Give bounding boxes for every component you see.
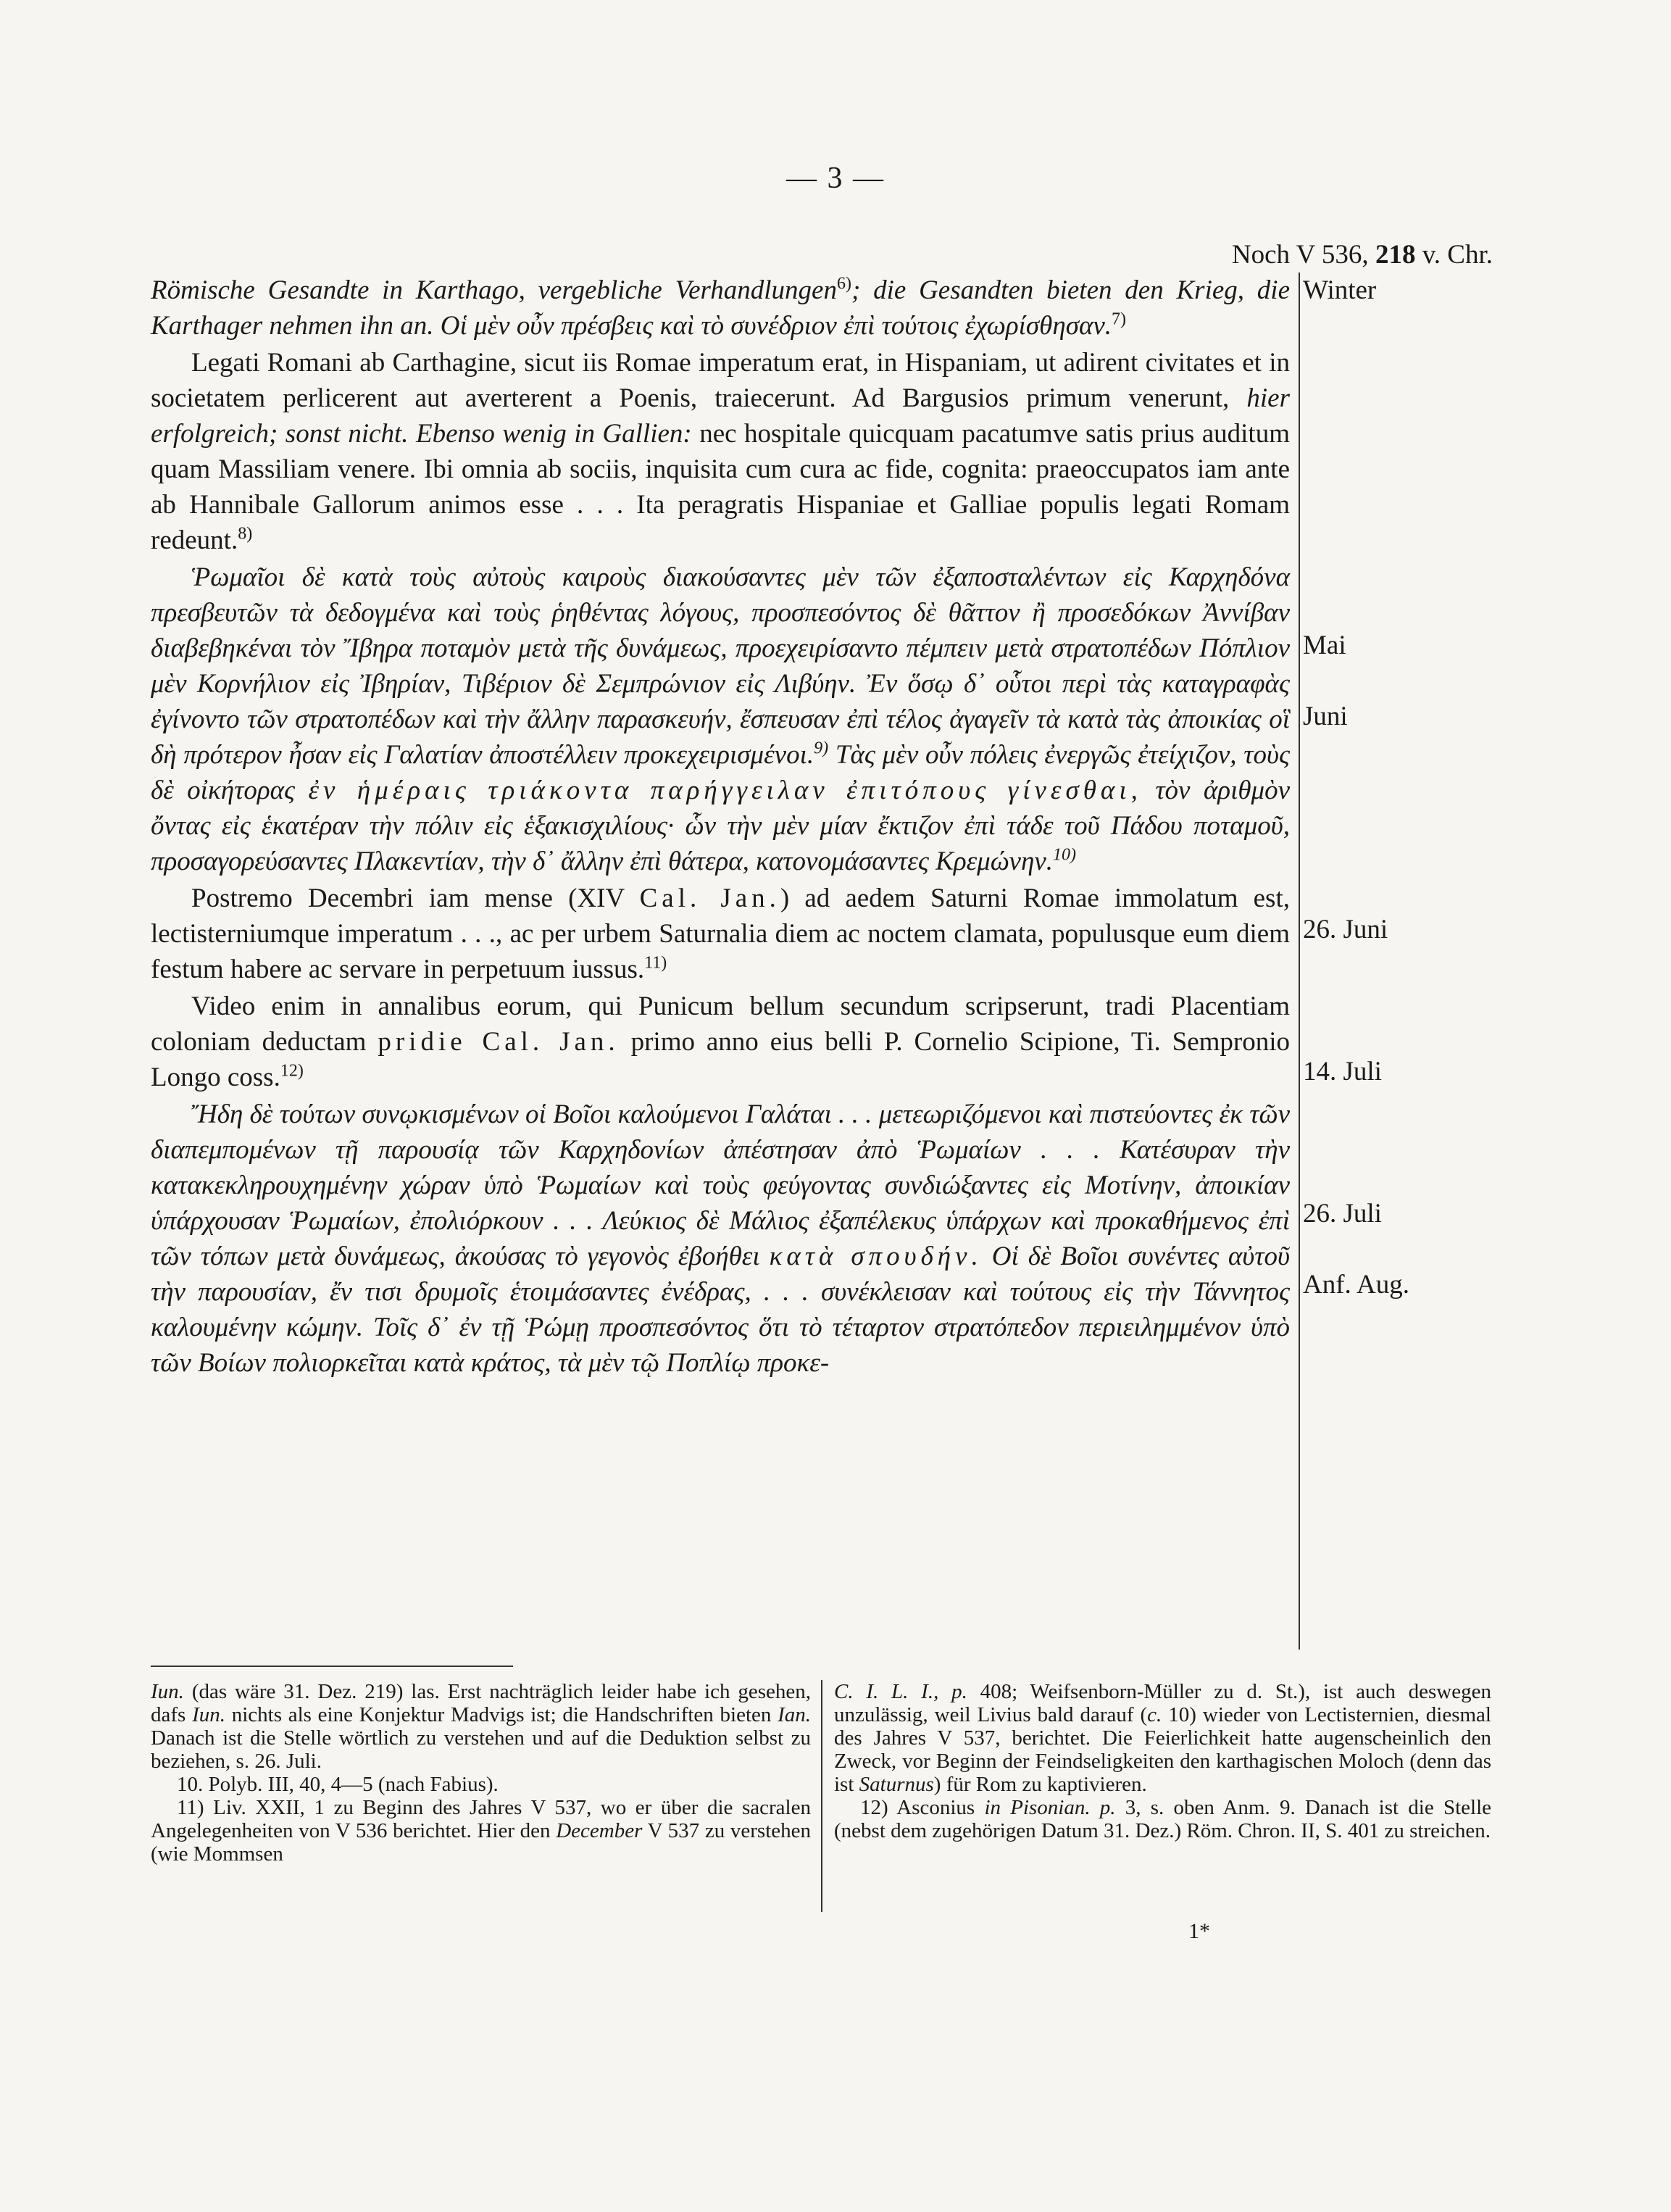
- p4-text-a: Postremo Decembri iam mense (XIV: [191, 883, 625, 913]
- paragraph-1: [151, 273, 1290, 344]
- footnote-divider: [151, 1666, 513, 1667]
- p4-spaced: Cal. Jan.: [639, 883, 780, 913]
- paragraph-2: [151, 345, 1290, 558]
- p1-summary: Römische Gesandte in Karthago, vergebliche Verhandlungen: [151, 275, 837, 305]
- footnote-ref-6: 6): [836, 274, 851, 294]
- paragraph-6: [151, 1097, 1290, 1381]
- paragraph-5: [151, 989, 1290, 1095]
- footnotes-right: [821, 1680, 1491, 1912]
- p2-text-b: nec hospitale quicquam pacatumve satis prius auditum quam Massiliam venere. Ibi omnia ab sociis, inquisita cum cura ac fide, cognita: praeoccupatos iam ante ab Hannibale Gallorum animos esse . . . Ita peragratis Hispaniae et Galliae populis legati Romam redeunt.: [151, 419, 1290, 555]
- footnote-ref-7: 7): [1112, 309, 1127, 329]
- header-year: 218: [1375, 240, 1416, 270]
- fn11-text: 11) Liv. XXII, 1 zu Beginn des Jahres V 537, wo er über die sacralen Angelegenheiten von V 536 berichtet. Hier den: [151, 1796, 811, 1842]
- header-prefix: Noch V 536,: [1231, 240, 1369, 270]
- fn-iun: Iun.: [151, 1680, 184, 1703]
- fn-c: c.: [1147, 1703, 1162, 1726]
- fn12-text-2: 3, s. oben Anm. 9. Danach ist die Stelle (nebst dem zugehörigen Datum 31. Dez.) Röm. Chron. II, S. 401 zu streichen.: [834, 1796, 1491, 1842]
- margin-juli-14: 14. Juli: [1303, 1057, 1382, 1086]
- page-number: — 3 —: [786, 162, 885, 195]
- paragraph-3: [151, 560, 1290, 879]
- p6-spaced: κατὰ σπουδήν.: [769, 1242, 983, 1271]
- margin-juni: Juni: [1303, 702, 1348, 731]
- footnote-11-continued: [834, 1680, 1491, 1796]
- p3-text-c: τὸν ἀριθμὸν ὄντας εἰς ἑκατέραν τὴν πόλιν εἰς ἑξακισχιλίους· ὧν τὴν μὲν μίαν ἔκτιζον ἐπὶ τάδε τοῦ Πάδου ποταμοῦ, προσαγορεύσαντες Πλακεντίαν, τὴν δ᾿ ἄλλην ἐπὶ θάτερα, κατονομάσαντες Κρεμώνην.: [151, 776, 1291, 876]
- fn-cil: C. I. L. I., p.: [834, 1680, 967, 1703]
- margin-mai: Mai: [1303, 631, 1346, 660]
- fn11-text-2: V 537 zu verstehen (wie Mommsen: [151, 1819, 812, 1866]
- fn-text-r3: ) für Rom zu kaptivieren.: [933, 1773, 1147, 1796]
- footnote-ref-12: 12): [280, 1061, 304, 1081]
- footnote-12: [834, 1796, 1491, 1842]
- footnote-ref-8: 8): [238, 524, 253, 544]
- p3-text-b: Τὰς μὲν οὖν πόλεις ἐνεργῶς ἐτείχιζον, τοὺς δὲ οἰκήτορας: [151, 740, 1291, 805]
- fn-ian: Ian.: [778, 1703, 812, 1726]
- fn-text-3: Danach ist die Stelle wörtlich zu verstehen und auf die Deduktion selbst zu beziehen, s. 26. Juli.: [151, 1726, 811, 1773]
- fn-text-r1: 408; Weifsenborn-Müller zu d. St.), ist auch deswegen unzulässig, weil Livius bald darauf (: [834, 1680, 1491, 1726]
- main-text: [151, 273, 1300, 1650]
- margin-winter: Winter: [1303, 275, 1377, 305]
- footnote-11: [151, 1796, 811, 1866]
- p1-summary-b: ; die Gesandten bieten den Krieg, die Karthager nehmen ihn an.: [151, 275, 1291, 341]
- header-suffix: v. Chr.: [1422, 240, 1493, 270]
- footnotes-left: [151, 1680, 821, 1912]
- fn-iun-2: Iun.: [192, 1703, 225, 1726]
- footnote-10: 10. Polyb. III, 40, 4—5 (nach Fabius).: [177, 1773, 499, 1796]
- footnote-ref-9: 9): [814, 739, 829, 758]
- margin-juli-26: 26. Juli: [1303, 1199, 1382, 1228]
- fn11-december: December: [556, 1819, 643, 1842]
- fn12-text: 12) Asconius: [860, 1796, 975, 1819]
- fn12-title: in Pisonian. p.: [984, 1796, 1116, 1819]
- p5-text-b: primo anno eius belli P. Cornelio Scipione, Ti. Sempronio Longo coss.: [151, 1027, 1291, 1092]
- p2-italic: hier erfolgreich; sonst nicht. Ebenso wenig in Gallien:: [151, 383, 1290, 449]
- p6-text-a: Ἤδη δὲ τούτων συνῳκισμένων οἱ Βοῖοι καλούμενοι Γαλάται . . . μετεωριζόμενοι καὶ πιστεύοντες ἐκ τῶν διαπεμπομένων τῇ παρουσίᾳ τῶν Καρχηδονίων ἀπέστησαν ἀπὸ Ῥωμαίων . . . Κατέσυραν τὴν κατακεκληρουχημένην χώραν ὑπὸ Ῥωμαίων καὶ τοὺς φεύγοντας συνδιώξαντες εἰς Μοτίνην, ἀποικίαν ὑπάρχουσαν Ῥωμαίων, ἐπολιόρκουν . . . Λεύκιος δὲ Μάλιος ἐξαπέλεκυς ὑπάρχων καὶ προκαθήμενος ἐπὶ τῶν τόπων μετὰ δυνάμεως, ἀκούσας τὸ γεγονὸς ἐβοήθει: [151, 1099, 1290, 1271]
- footnote-ref-10: 10): [1053, 845, 1076, 865]
- fn-saturnus: Saturnus: [859, 1773, 934, 1796]
- footnotes: [151, 1680, 1491, 1912]
- signature-mark: 1*: [1188, 1919, 1210, 1943]
- fn-text: (das wäre 31. Dez. 219) las. Erst nachträglich leider habe ich gesehen, dafs: [151, 1680, 811, 1726]
- p4-text-b: ) ad aedem Saturni Romae immolatum est, lectisterniumque imperatum . . ., ac per urbem Saturnalia diem ac noctem clamata, populusque eum diem festum habere ac servare in perpetuum iussus.: [151, 883, 1290, 984]
- fn-text-2: nichts als eine Konjektur Madvigs ist; die Handschriften bieten: [231, 1703, 772, 1726]
- p3-text-a: Ῥωμαῖοι δὲ κατὰ τοὺς αὐτοὺς καιροὺς διακούσαντες μὲν τῶν ἐξαποσταλέντων εἰς Καρχηδόνα πρεσβευτῶν τὰ δεδογμένα καὶ τοὺς ῥηθέντας λόγους, προσπεσόντος δὲ θᾶττον ἢ προσεδόκων Ἀννίβαν διαβεβηκέναι τὸν Ἴβηρα ποταμὸν μετὰ τῆς δυνάμεως, προεχειρίσαντο πέμπειν μετὰ στρατοπέδων Πόπλιον μὲν Κορνήλιον εἰς Ἰβηρίαν, Τιβέριον δὲ Σεμπρώνιον εἰς Λιβύην. Ἐν ὅσῳ δ᾿ οὗτοι περὶ τὰς καταγραφὰς ἐγίνοντο τῶν στρατοπέδων καὶ τὴν ἄλλην παρασκευήν, ἔσπευσαν ἐπὶ τέλος ἀγαγεῖν τὰ κατὰ τὰς ἀποικίας οἳ δὴ πρότερον ἦσαν εἰς Γαλατίαν ἀποστέλλειν προκεχειρισμένοι.: [151, 562, 1290, 770]
- paragraph-4: [151, 881, 1290, 987]
- margin-aug: Anf. Aug.: [1303, 1270, 1409, 1300]
- running-header: [1116, 239, 1493, 270]
- fn-text-r2: 10) wieder von Lectisternien, diesmal des Jahres V 537, berichtet. Die Feierlichkeit hatte augenscheinlich den Zweck, vor Beginn der Feindseligkeiten den karthagischen Moloch (denn das ist: [834, 1703, 1491, 1796]
- margin-juni-26: 26. Juni: [1303, 915, 1388, 944]
- p5-spaced: pridie Cal. Jan.: [378, 1027, 620, 1057]
- p2-text-a: Legati Romani ab Carthagine, sicut iis Romae imperatum erat, in Hispaniam, ut adirent civitates et in societatem perlicerent aut averterent a Poenis, traiecerunt. Ad Bargusios primum venerunt,: [151, 348, 1290, 413]
- p1-greek: Οἱ μὲν οὖν πρέσβεις καὶ τὸ συνέδριον ἐπὶ τούτοις ἐχωρίσθησαν.: [440, 311, 1112, 341]
- footnote-continued: [151, 1680, 811, 1773]
- footnote-ref-11: 11): [644, 953, 667, 973]
- p6-text-b: Οἱ δὲ Βοῖοι συνέντες αὐτοῦ τὴν παρουσίαν, ἔν τισι δρυμοῖς ἑτοιμάσαντες ἐνέδρας, . . . συνέκλεισαν καὶ τούτους εἰς τὴν Τάννητος καλουμένην κώμην. Τοῖς δ᾿ ἐν τῇ Ῥώμῃ προσπεσόντος ὅτι τὸ τέταρτον στρατόπεδον περιειλημμένον ὑπὸ τῶν Βοίων πολιορκεῖται κατὰ κράτος, τὰ μὲν τῷ Ποπλίῳ προκε-: [151, 1242, 1291, 1378]
- p5-text-a: Video enim in annalibus eorum, qui Punicum bellum secundum scripserunt, tradi Placentiam coloniam deductam: [151, 991, 1290, 1057]
- p3-spaced: ἐν ἡμέραις τριάκοντα παρήγγειλαν ἐπιτόπους γίνεσθαι,: [308, 776, 1142, 805]
